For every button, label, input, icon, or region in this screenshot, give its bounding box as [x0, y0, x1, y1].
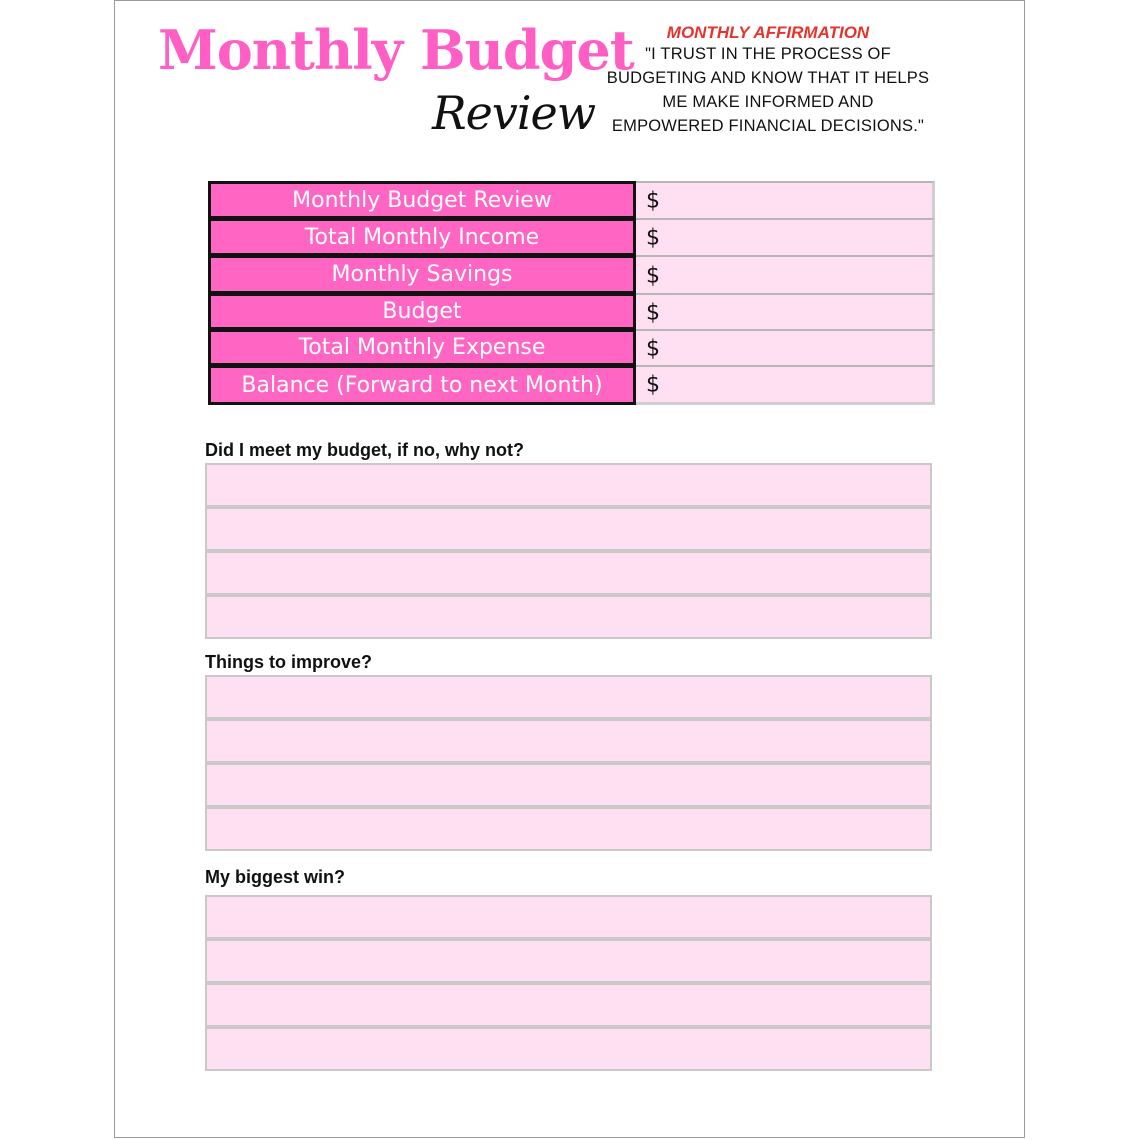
summary-value-field[interactable] [636, 329, 935, 366]
question-budget-met: Did I meet my budget, if no, why not? [205, 440, 524, 460]
summary-row-balance-forward [208, 365, 935, 405]
answer-line[interactable] [205, 983, 932, 1027]
answer-lines-budget-met [205, 463, 932, 639]
answer-line[interactable] [205, 551, 932, 595]
summary-value-field[interactable] [636, 255, 935, 294]
dollar-sign: $ [646, 300, 660, 325]
answer-line[interactable] [205, 895, 932, 939]
answer-lines-biggest-win [205, 895, 932, 1071]
dollar-sign: $ [646, 263, 660, 288]
answer-line[interactable] [205, 1027, 932, 1071]
summary-row-monthly-savings [208, 255, 935, 294]
question-things-to-improve: Things to improve? [205, 652, 373, 672]
summary-label: Balance (Forward to next Month) [208, 365, 636, 405]
summary-row-budget [208, 293, 935, 330]
summary-value-field[interactable] [636, 293, 935, 330]
answer-line[interactable] [205, 463, 932, 507]
affirmation-line: BUDGETING AND KNOW THAT IT HELPS [606, 69, 930, 87]
summary-label: Monthly Savings [208, 255, 636, 294]
answer-line[interactable] [205, 507, 932, 551]
answer-line[interactable] [205, 675, 932, 719]
answer-lines-things-to-improve [205, 675, 932, 851]
affirmation-line: EMPOWERED FINANCIAL DECISIONS." [611, 117, 925, 135]
answer-line[interactable] [205, 939, 932, 983]
summary-row-total-monthly-expense [208, 329, 935, 366]
summary-value-field[interactable] [636, 218, 935, 256]
answer-line[interactable] [205, 807, 932, 851]
page-title: Monthly Budget [158, 18, 634, 82]
summary-row-monthly-budget-review [208, 181, 935, 219]
summary-label: Monthly Budget Review [208, 181, 636, 219]
dollar-sign: $ [646, 336, 660, 361]
dollar-sign: $ [646, 188, 660, 214]
dollar-sign: $ [646, 225, 660, 251]
answer-line[interactable] [205, 763, 932, 807]
dollar-sign: $ [646, 372, 660, 397]
summary-label: Total Monthly Income [208, 218, 636, 256]
affirmation-text [592, 42, 944, 138]
summary-row-total-monthly-income [208, 218, 935, 256]
affirmation-line: "I TRUST IN THE PROCESS OF [645, 45, 891, 63]
summary-value-field[interactable] [636, 181, 935, 219]
page-subtitle-script: Review [432, 86, 596, 140]
question-biggest-win: My biggest win? [205, 867, 346, 887]
answer-line[interactable] [205, 595, 932, 639]
summary-label: Budget [208, 293, 636, 330]
answer-line[interactable] [205, 719, 932, 763]
affirmation-heading: MONTHLY AFFIRMATION [666, 23, 870, 42]
summary-label: Total Monthly Expense [208, 329, 636, 366]
summary-value-field[interactable] [636, 365, 935, 405]
affirmation-line: ME MAKE INFORMED AND [662, 93, 874, 111]
